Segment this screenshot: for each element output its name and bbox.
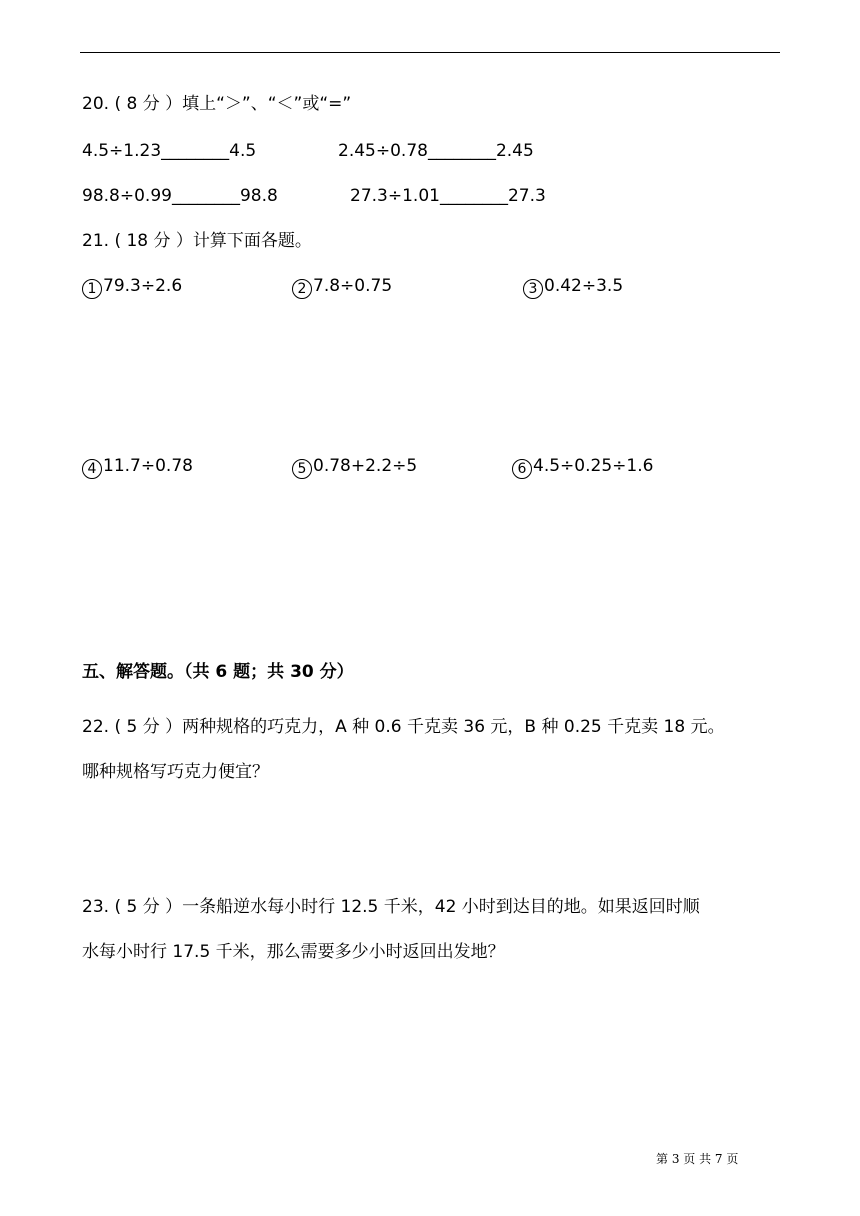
q20-compare-2: 2.45÷0.78________2.45 [338,141,534,161]
q22-line-1: 22. ( 5 分 ）两种规格的巧克力，A 种 0.6 千克卖 36 元，B 种 0.25 千克卖 18 元。 [82,717,725,737]
section-heading: 五、解答题。（共 6 题；共 30 分） [82,662,354,682]
q21-item-3 [523,275,623,299]
q23-line-1: 23. ( 5 分 ）一条船逆水每小时行 12.5 千米，42 小时到达目的地。如果返回时顺 [82,897,700,917]
q20-compare-4: 27.3÷1.01________27.3 [350,186,546,206]
circled-number: 4 [82,459,102,479]
q21-title: 21. ( 18 分 ）计算下面各题。 [82,231,312,251]
q21-expr: 4.5÷0.25÷1.6 [533,456,654,476]
q20-compare-1: 4.5÷1.23________4.5 [82,141,257,161]
q21-expr: 7.8÷0.75 [313,276,393,296]
circled-number: 1 [82,279,102,299]
q21-item-6 [512,455,653,479]
q21-expr: 11.7÷0.78 [103,456,193,476]
q21-item-1 [82,275,182,299]
q21-item-5 [292,455,417,479]
page-footer: 第 3 页 共 7 页 [656,1152,739,1166]
q21-expr: 0.42÷3.5 [544,276,624,296]
header-rule [80,52,780,53]
q21-item-4 [82,455,193,479]
q21-item-2 [292,275,392,299]
q22-line-2: 哪种规格写巧克力便宜？ [82,762,269,782]
q21-expr: 0.78+2.2÷5 [313,456,418,476]
q20-title: 20. ( 8 分 ）填上“＞”、“＜”或“=” [82,94,352,114]
q23-line-2: 水每小时行 17.5 千米，那么需要多少小时返回出发地？ [82,942,505,962]
circled-number: 6 [512,459,532,479]
circled-number: 3 [523,279,543,299]
circled-number: 2 [292,279,312,299]
q20-compare-3: 98.8÷0.99________98.8 [82,186,278,206]
q21-expr: 79.3÷2.6 [103,276,183,296]
circled-number: 5 [292,459,312,479]
